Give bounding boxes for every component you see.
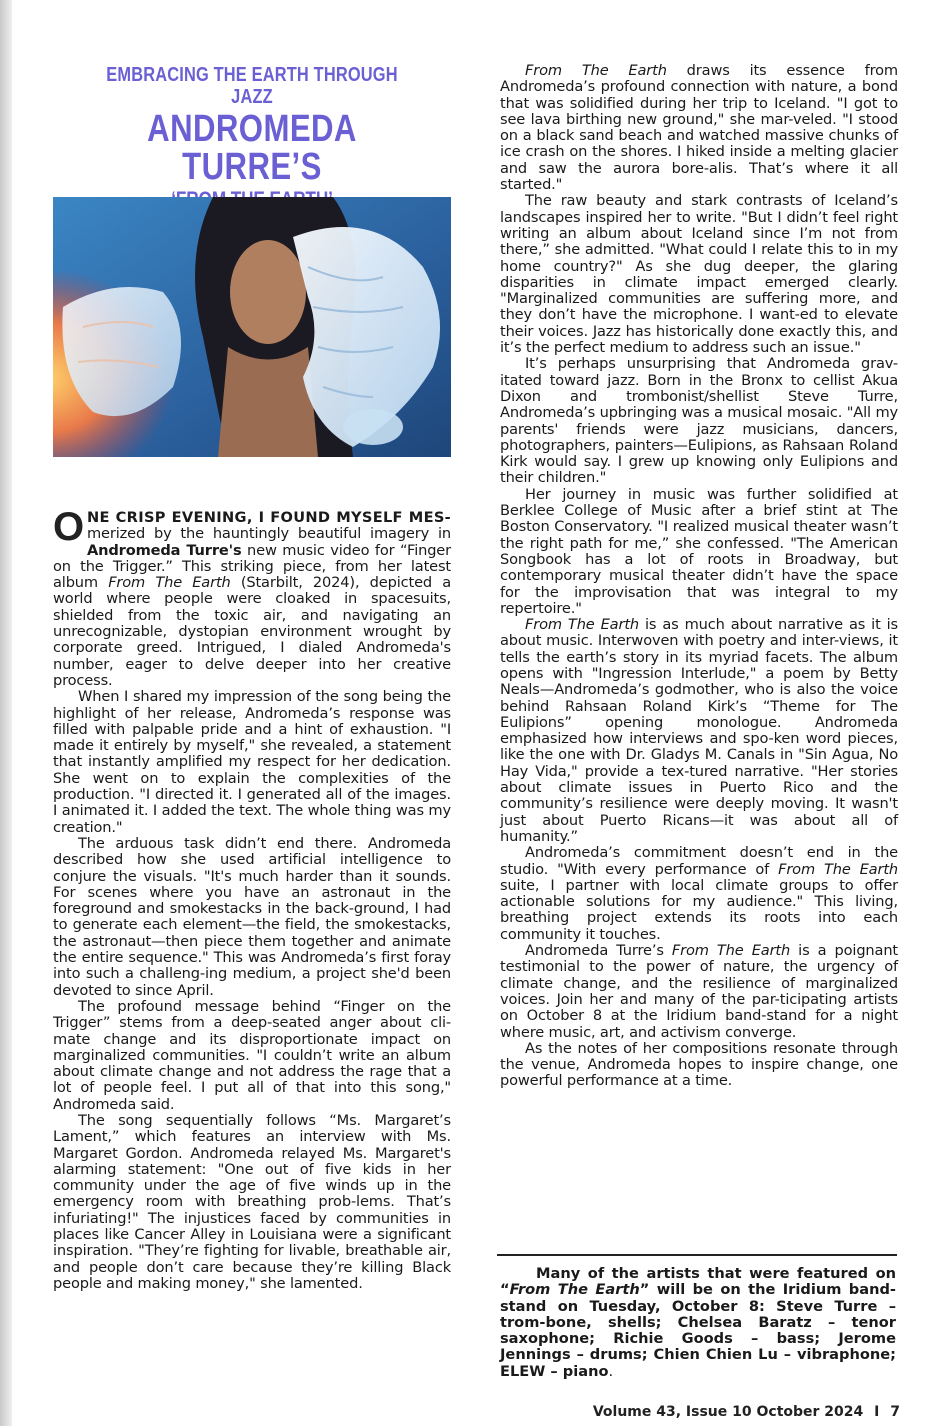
paragraph: It’s perhaps unsurprising that Andromeda grav-itated toward jazz. Born in the Bronx to cellist Akua Dixon and trombonist/shellist Steve Turre, Andromeda’s upbringing was a musical mosaic. "All my parents' friends were jazz musicians, dancers, photographers, painters—Eulipions, as Rahsaan Roland Kirk would say. I grew up knowing only Eulipions and their children."	[500, 355, 898, 487]
sidebar-text: Many of the artists that were featured on “From The Earth” will be on the Iridium band-stand on Tuesday, October 8: Steve Turre – trom-bone, shells; Chelsea Baratz – tenor saxophone; Richie Goods – bass; Jerome Jennings – drums; Chien Chien Lu – vibraphone; ELEW – piano.	[500, 1265, 896, 1380]
footer-separator: I	[874, 1404, 880, 1420]
issue-info: Volume 43, Issue 10 October 2024	[592, 1404, 864, 1420]
paragraph: The song sequentially follows “Ms. Margaret’s Lament,” which features an interview with Ms. Margaret Gordon. Andromeda relayed Ms. Margaret's alarming statement: "One out of five kids in her community under the age of five winds up in the emergency room with breathing prob-lems. That’s infuriating!" The injustices faced by communities in places like Cancer Alley in Louisiana were a significant inspiration. "They’re fighting for livable, breathable air, and people don’t care because they’re killing Black people and making money," she lamented.	[53, 1111, 451, 1292]
paragraph: Andromeda’s commitment doesn’t end in the studio. "With every performance of From The Earth suite, I partner with local climate groups to offer actionable solutions for my audience." This living, breathing project extends its roots into each community it touches.	[500, 844, 898, 943]
article-kicker: EMBRACING THE EARTH THROUGH JAZZ	[106, 64, 398, 108]
page-footer	[593, 1404, 900, 1420]
paragraph: When I shared my impression of the song being the highlight of her release, Andromeda’s response was filled with palpable pride and a hint of exhaustion. "I made it entirely by myself," she revealed, a statement that instantly amplified my respect for her dedication. She went on to explain the complexities of the production. "I directed it. I generated all of the images. I animated it. I added the text. The whole thing was my creation."	[53, 688, 451, 836]
article-headline: ANDROMEDA TURRE’S	[147, 108, 357, 188]
paragraph: Her journey in music was further solidified at Berklee College of Music after a brief stint at The Boston Conservatory. "I realized musical theater wasn’t the right path for me,” she confessed. "The American Songbook has a lot of roots in Broadway, but contemporary musical theater didn’t have the space for the improvisation that was integral to my repertoire."	[500, 485, 898, 617]
paragraph: Andromeda Turre’s From The Earth is a poignant testimonial to the power of nature, the urgency of climate change, and the resilience of marginalized voices. Join her and many of the par-ticipating artists on October 8 at the Iridium band-stand for a night where music, art, and activism converge.	[500, 942, 898, 1041]
paragraph: The raw beauty and stark contrasts of Iceland’s landscapes inspired her to write. "But I didn’t feel right writing an album about Iceland since I’m not from there,” she admitted. "What could I relate this to in my home country?" As she dug deeper, the glaring disparities in climate impact emerged clearly. "Marginalized communities are suffering more, and they don’t have the microphone. I want-ed to elevate their voices. Jazz has historically done exactly this, and it’s the perfect medium to address such an issue."	[500, 192, 898, 357]
drop-cap: O	[53, 505, 84, 549]
artist-photo-illustration	[53, 197, 451, 457]
artist-photo	[53, 197, 451, 457]
sidebar-divider	[497, 1254, 897, 1256]
paragraph: The arduous task didn’t end there. Andromeda described how she used artificial intelligence to conjure the visuals. "It's much harder than it sounds. For scenes where you have an astronaut in the foreground and smokestacks in the back-ground, I had to generate each element—the field, the smokestacks, the astronaut—then piece them together and animate the entire sequence." This was Andromeda’s first foray into such a challeng-ing medium, a project she'd been devoted to since April.	[53, 834, 451, 999]
right-column	[500, 63, 898, 1090]
paragraph: As the notes of her compositions resonate through the venue, Andromeda hopes to inspire change, one powerful performance at a time.	[500, 1039, 898, 1090]
paragraph: ONE CRISP EVENING, I FOUND MYSELF MES-merized by the hauntingly beautiful imagery in Andromeda Turre's new music video for “Finger on the Trigger.” This striking piece, from her latest album From The Earth (Starbilt, 2024), depicted a world where people were cloaked in spacesuits, shielded from the toxic air, and navigating an unrecognizable, dystopian environment wrought by corporate greed. Intrigued, I dialed Andromeda's number, eager to delve deeper into her creative process.	[53, 505, 452, 689]
page-number: 7	[890, 1404, 900, 1420]
paragraph: The profound message behind “Finger on the Trigger” stems from a deep-seated anger about cli-mate change and its disproportionate impact on marginalized communities. "I couldn’t write an album about climate change and not address the rage that a lot of people feel. I put all of that into this song," Andromeda said.	[53, 997, 451, 1113]
page-gutter	[0, 0, 12, 1426]
paragraph: From The Earth draws its essence from Andromeda’s profound connection with nature, a bond that was solidified during her trip to Iceland. "I got to see lava birthing new ground," she mar-veled. "I stood on a black sand beach and watched massive chunks of ice crash on the shores. I hiked inside a melting glacier and saw the aurora bore-alis. That’s where it all started."	[500, 62, 898, 194]
paragraph: From The Earth is as much about narrative as it is about music. Interwoven with poetry and inter-views, it tells the earth’s story in its myriad facets. The album opens with "Ingression Interlude," a poem by Betty Neals—Andromeda’s godmother, who is also the voice behind Rahsaan Roland Kirk’s “Theme for The Eulipions” opening monologue. Andromeda emphasized how interviews and spo-ken word pieces, like the one with Dr. Gladys M. Canals in "Sin Agua, No Hay Vida," provide a tex-tured narrative. "Her stories about climate issues in Puerto Rico and the community’s resilience were deeply moving. It wasn't just about Puerto Ricans—it was about all of humanity.”	[500, 616, 898, 845]
performers-sidebar	[500, 1266, 896, 1380]
